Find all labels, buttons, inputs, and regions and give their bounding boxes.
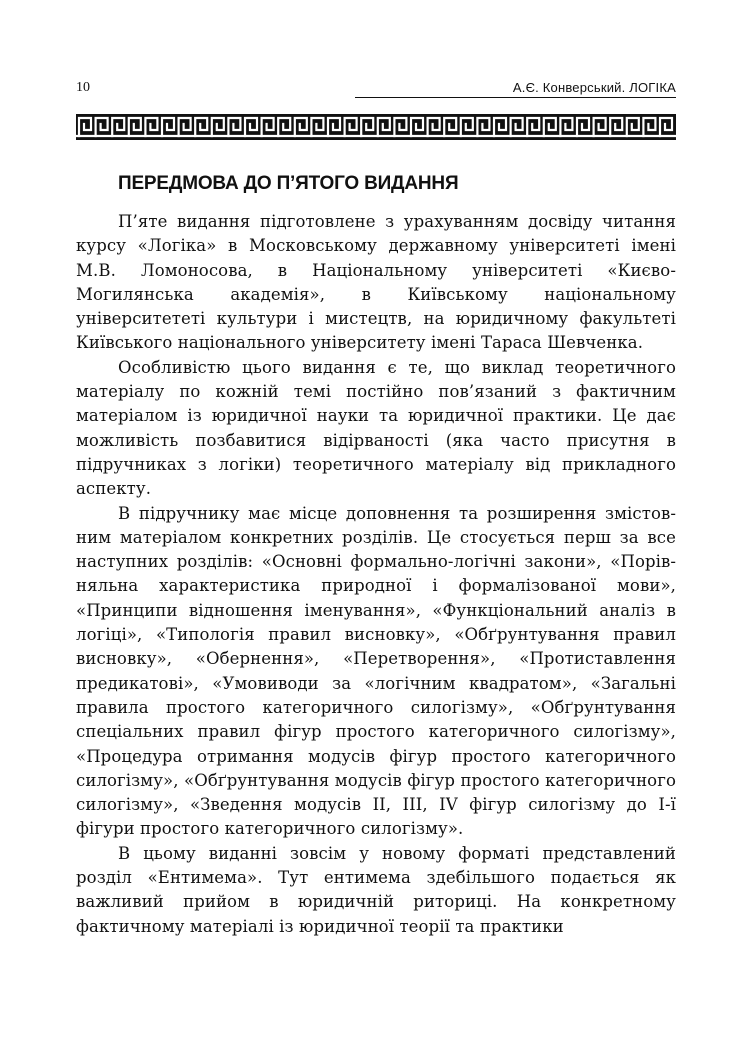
- paragraph-4: В цьому виданні зовсім у новому форматі представлений розділ «Ентимема». Тут ентимема здебільшого подається як важливий прийом в юридичній риториці. На конкретному фактичному матеріалі із юридичної теорії та практики: [76, 843, 676, 936]
- paragraph-2: Особливістю цього видання є те, що виклад теоретичного матеріалу по кожній темі постійно пов’язаний з фактичним матеріалом із юридичної науки та юридичної практики. Це дає можливість позбавитися відірваності (яка часто присутня в підручниках з логіки) теоретичного матеріалу від прикладного аспекту.: [76, 357, 676, 499]
- section-title: ПЕРЕДМОВА ДО П’ЯТОГО ВИДАННЯ: [118, 172, 459, 194]
- greek-key-ornament: [76, 114, 676, 140]
- running-title: А.Є. Конверський. ЛОГІКА: [512, 80, 676, 95]
- paragraph-1: П’яте видання підготовлене з урахуванням досвіду читання курсу «Логіка» в Московському державному університеті імені М.В. Ломоносова, в Національному університеті «Києво-Могилянська академія», в Київському національному університететі культури і мистецтв, на юридичному факультеті Київського національного університету імені Тараса Шевченка.: [76, 212, 676, 353]
- header-rule: [355, 97, 676, 98]
- paragraph-3: В підручнику має місце доповнення та розширення змістовним матеріалом конкретних розділів. Це стосується перш за все наступних розділів: «Основні формально-логічні закони», «Порівняльна характеристика природної і формалізованої мови», «Принципи відношення іменування», «Функціональний аналіз в логіці», «Типологія правил висновку», «Обґрунтування правил висновку», «Обернення», «Перетворення», «Протиставлення предикатові», «Умовиводи за «логічним квадратом», «Загальні правила простого категоричного силогізму», «Обґрунтування спеціальних правил фігур простого категоричного силогізму», «Процедура отримання модусів фігур простого категоричного силогізму», «Обґрунтування модусів фігур простого категоричного силогізму», «Зведення модусів II, III, IV фігур силогізму до I-ї фігури простого категоричного силогізму».: [76, 503, 676, 839]
- page-header: [76, 78, 676, 98]
- page-number: 10: [76, 80, 90, 95]
- body-text: [76, 210, 676, 939]
